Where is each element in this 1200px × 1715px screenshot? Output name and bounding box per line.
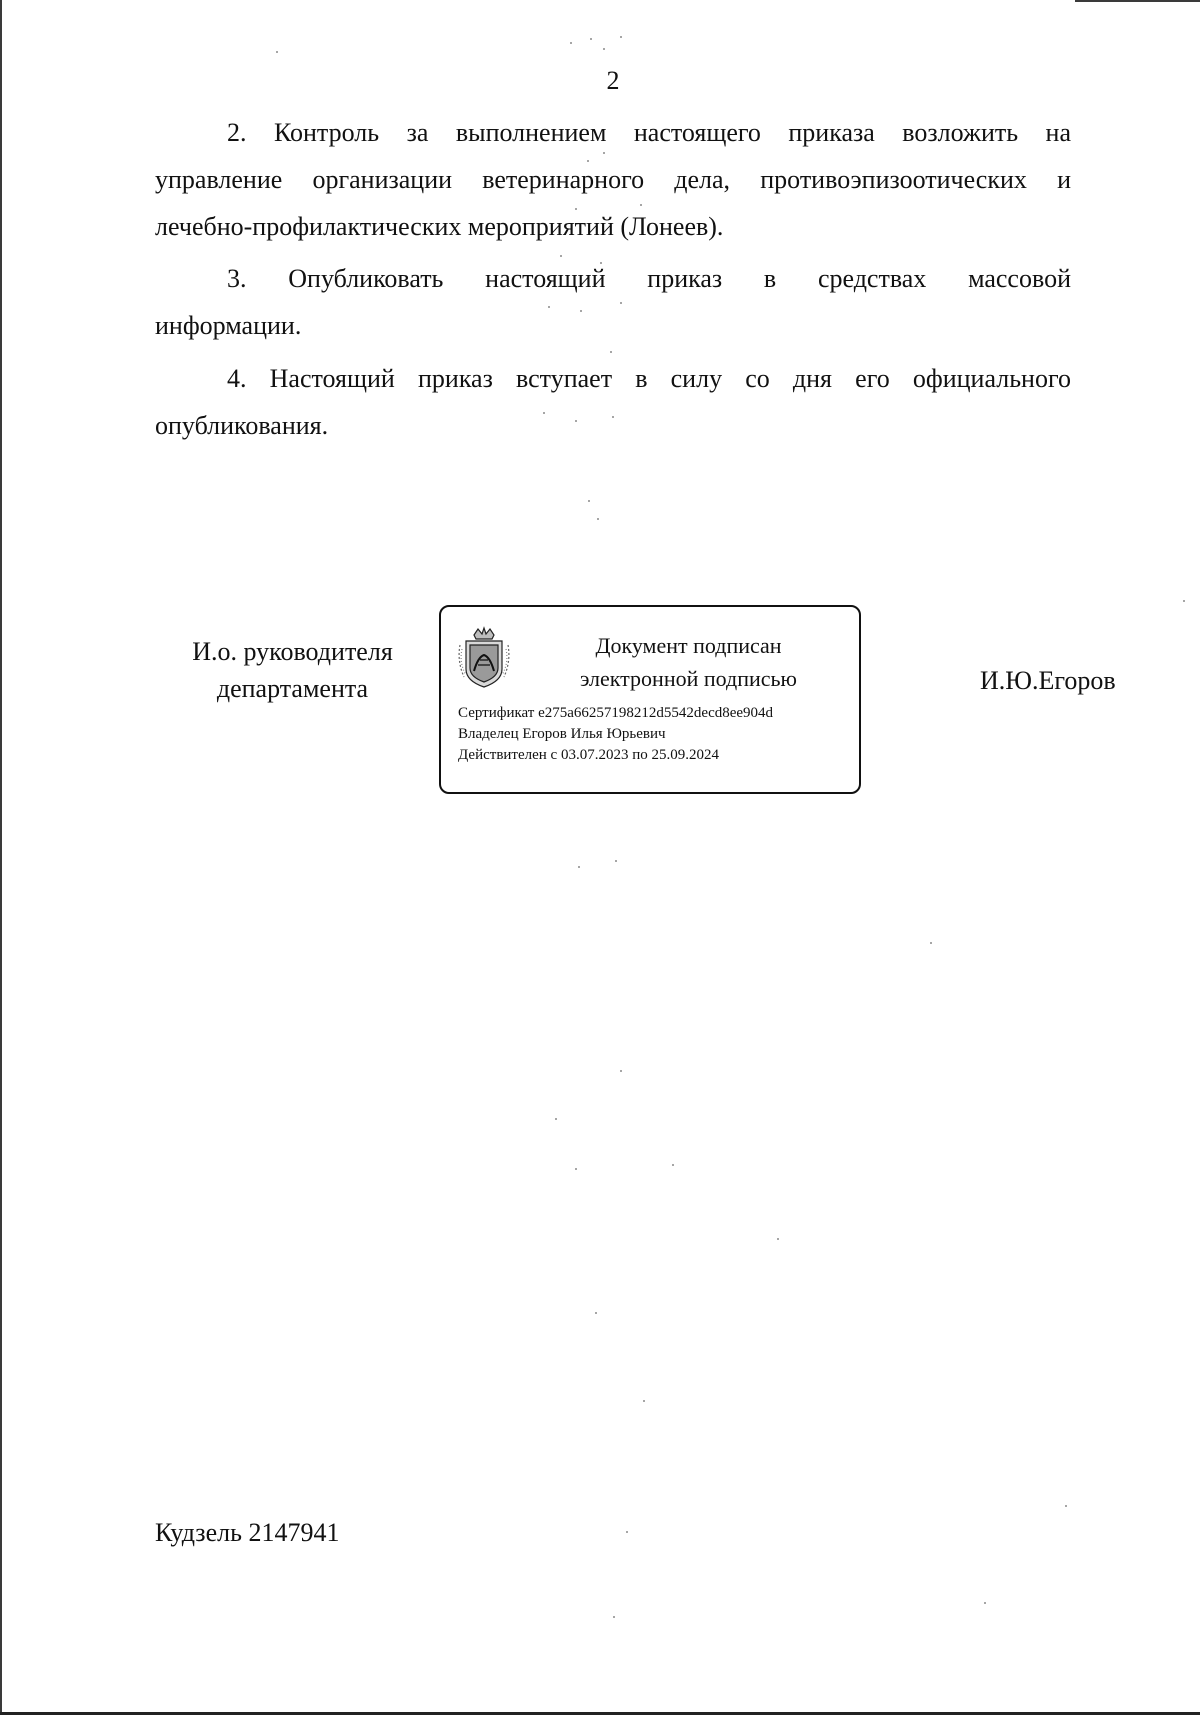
signatory-role (170, 633, 415, 707)
stamp-validity: Действителен с 03.07.2023 по 25.09.2024 (458, 747, 719, 763)
stamp-owner: Владелец Егоров Илья Юрьевич (458, 726, 666, 742)
executor-info: Кудзель 2147941 (155, 1518, 340, 1547)
signatory-role-line: департамента (216, 674, 369, 703)
paragraph-control (155, 109, 1071, 250)
paragraph-line: информации. (155, 311, 302, 340)
stamp-title-line: Документ подписан (595, 633, 782, 658)
paragraph-publish (155, 255, 1071, 349)
paragraph-line: 4. Настоящий приказ вступает в силу со дня его официального (227, 364, 1071, 393)
signatory-role-line: И.о. руководителя (192, 637, 393, 666)
page-edge-top-right (1075, 0, 1200, 2)
paragraph-line: управление организации ветеринарного дела, противоэпизоотических и (155, 165, 1071, 194)
paragraph-line: лечебно-профилактических мероприятий (Лонеев). (155, 212, 724, 241)
stamp-title-line: электронной подписью (579, 666, 797, 691)
paragraph-line: 2. Контроль за выполнением настоящего приказа возложить на (227, 118, 1071, 147)
stamp-title (561, 629, 816, 695)
paragraph-line: опубликования. (155, 411, 329, 440)
stamp-certificate: Сертификат e275a66257198212d5542decd8ee904d (458, 705, 774, 721)
page-number: 2 (606, 66, 620, 95)
signatory-name: И.Ю.Егоров (980, 666, 1116, 695)
paragraph-effective-date (155, 355, 1071, 449)
paragraph-line: 3. Опубликовать настоящий приказ в средствах массовой (227, 264, 1071, 293)
coat-of-arms-icon (456, 625, 512, 691)
stamp-details (458, 703, 773, 766)
electronic-signature-stamp (439, 605, 861, 794)
page-edge-left (0, 0, 2, 1715)
